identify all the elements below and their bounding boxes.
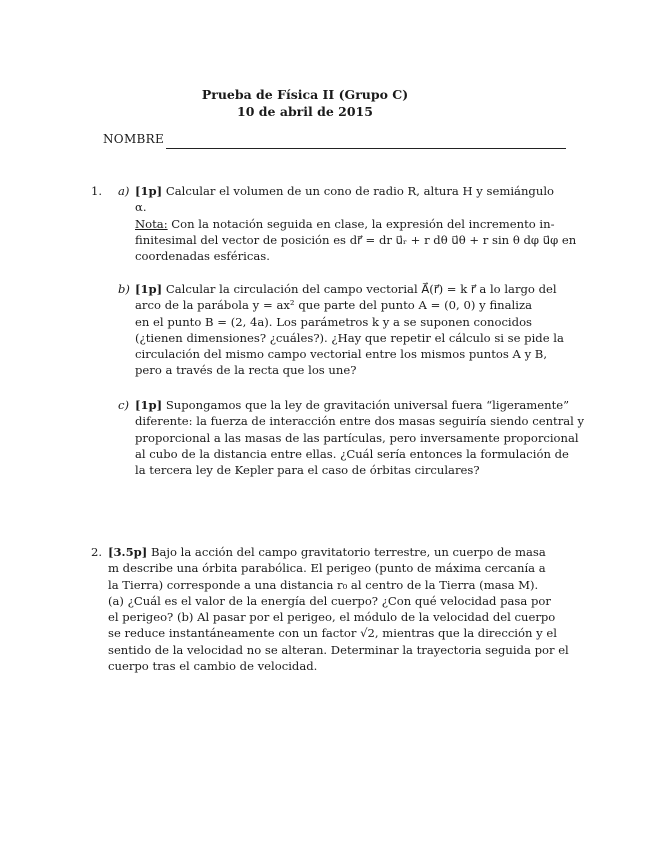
question-2-number: 2. — [91, 545, 103, 559]
question-1a-text — [135, 183, 577, 264]
question-2-line-3: la Tierra) corresponde a una distancia r₀ al centro de la Tierra (masa M). — [108, 577, 539, 592]
question-1c-points: [1p] — [135, 398, 163, 412]
question-1b-line-1: Calcular la circulación del campo vectorial A⃗(r⃗) = k r⃗ a lo largo del — [165, 282, 557, 296]
nota-label: Nota: — [135, 216, 168, 231]
question-2-text — [108, 544, 569, 674]
question-2-line-5: el perigeo? (b) Al pasar por el perigeo, el módulo de la velocidad del cuerpo — [108, 610, 556, 625]
question-1b-line-2: arco de la parábola y = ax² que parte del punto A = (0, 0) y finaliza — [135, 298, 532, 313]
exam-date: 10 de abril de 2015 — [237, 104, 373, 119]
question-1a-line-1: Calcular el volumen de un cono de radio R, altura H y semiángulo — [165, 184, 555, 198]
nota-line-3: coordenadas esféricas. — [135, 249, 270, 264]
question-1b-points: [1p] — [135, 282, 163, 296]
question-1b-text — [135, 281, 564, 379]
question-1a-label: a) — [118, 184, 130, 198]
question-1c-line-3: proporcional a las masas de las partículas, pero inversamente proporcional — [135, 430, 579, 445]
question-1c-line-1: Supongamos que la ley de gravitación universal fuera “ligeramente” — [165, 398, 570, 412]
question-2-line-8: cuerpo tras el cambio de velocidad. — [108, 659, 318, 674]
nota-line-1: Con la notación seguida en clase, la expresión del incremento in- — [171, 216, 555, 231]
question-1a-line-2: α. — [135, 200, 147, 215]
question-1c-line-2: diferente: la fuerza de interacción entre dos masas seguiría siendo central y — [135, 414, 585, 429]
question-1-number: 1. — [91, 184, 103, 198]
nota-line-2: finitesimal del vector de posición es dr⃗ = dr u⃗ᵣ + r dθ u⃗θ + r sin θ dφ u⃗φ en — [135, 232, 577, 247]
question-1c-label: c) — [118, 398, 130, 412]
name-field-line[interactable] — [166, 148, 566, 149]
question-1c-line-4: al cubo de la distancia entre ellas. ¿Cuál sería entonces la formulación de — [135, 446, 569, 461]
question-2-line-7: sentido de la velocidad no se alteran. Determinar la trayectoria seguida por el — [108, 642, 569, 657]
question-2-line-4: (a) ¿Cuál es el valor de la energía del cuerpo? ¿Con qué velocidad pasa por — [108, 593, 551, 608]
question-1a-points: [1p] — [135, 184, 163, 198]
question-2-line-1: Bajo la acción del campo gravitatorio terrestre, un cuerpo de masa — [150, 545, 546, 559]
question-1c-text — [135, 397, 585, 478]
question-1b-line-3: en el punto B = (2, 4a). Los parámetros k y a se suponen conocidos — [135, 314, 532, 329]
question-1b-line-6: pero a través de la recta que los une? — [135, 363, 357, 378]
question-1b-line-4: (¿tienen dimensiones? ¿cuáles?). ¿Hay que repetir el cálculo si se pide la — [135, 330, 564, 345]
question-1b-label: b) — [118, 282, 130, 296]
question-2-points: [3.5p] — [108, 545, 148, 559]
name-label: NOMBRE — [103, 132, 165, 146]
question-2-line-6: se reduce instantáneamente con un factor √2, mientras que la dirección y el — [108, 626, 557, 641]
exam-title: Prueba de Física II (Grupo C) — [201, 87, 409, 102]
question-2-line-2: m describe una órbita parabólica. El perigeo (punto de máxima cercanía a — [108, 561, 546, 576]
question-1c-line-5: la tercera ley de Kepler para el caso de órbitas circulares? — [135, 463, 480, 478]
question-1b-line-5: circulación del mismo campo vectorial entre los mismos puntos A y B, — [135, 347, 548, 362]
